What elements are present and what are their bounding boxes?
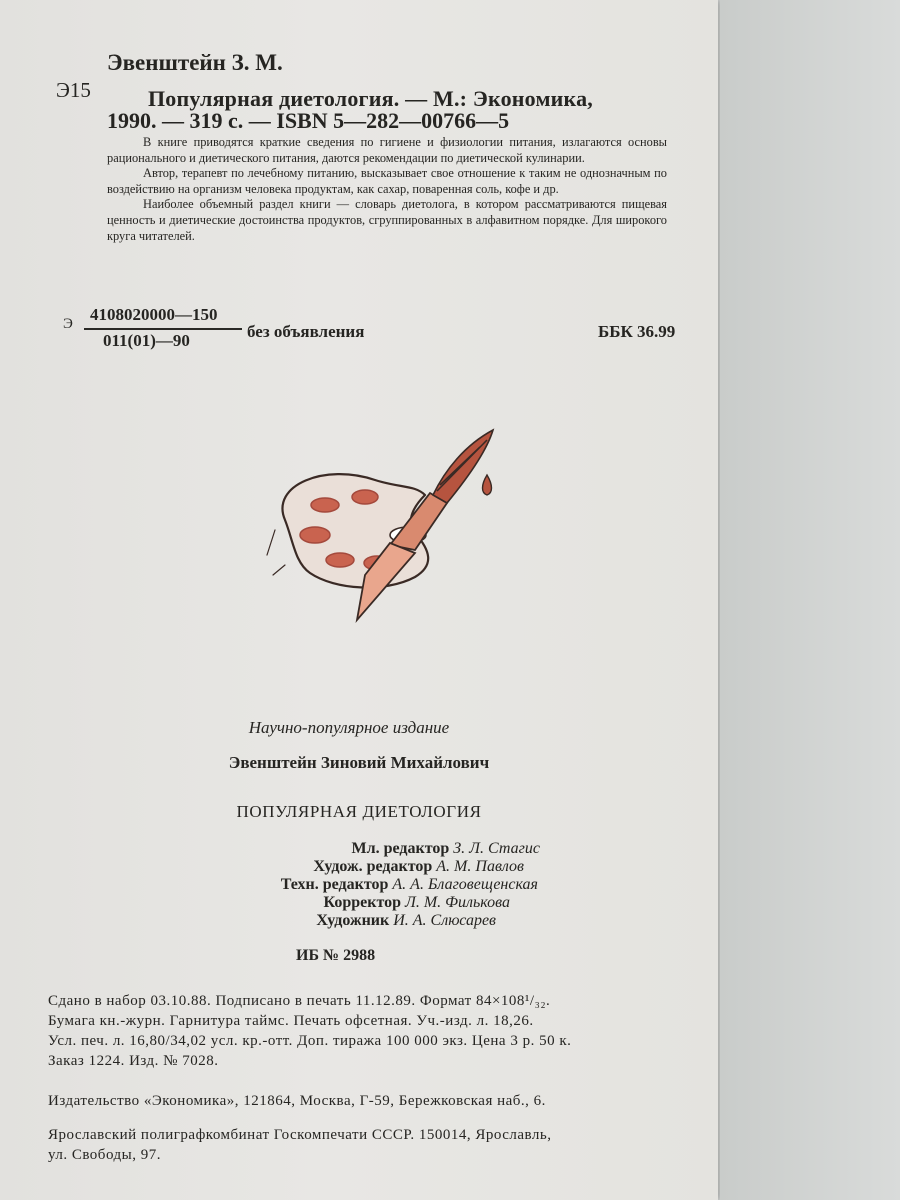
credits-list: [0, 840, 540, 950]
printer-line: ул. Свободы, 97.: [48, 1147, 161, 1163]
ib-number: ИБ № 2988: [296, 947, 376, 964]
credit-role: Техн. редактор: [280, 876, 389, 893]
author-full-name: Эвенштейн Зиновий Михайлович: [228, 753, 490, 772]
credit-line: [313, 858, 524, 876]
credit-person: И. А. Слюсарев: [393, 912, 496, 929]
e-mark: Э: [63, 316, 73, 332]
credit-role: Художник: [316, 912, 390, 929]
credit-person: А. А. Благовещенская: [392, 876, 538, 893]
palette-carrot-icon: [265, 425, 515, 635]
edition-type: Научно-популярное издание: [248, 718, 450, 737]
classification-denominator: 011(01)—90: [103, 331, 190, 350]
annotation-paragraph: Автор, терапевт по лечебному питанию, высказывает свое отношение к таким не однозначным по воздействию на организм человека продуктам, как сахар, поваренная соль, кофе и др.: [107, 166, 667, 196]
bbk-code: ББК 36.99: [598, 322, 676, 341]
credit-person: Л. М. Филькова: [405, 894, 510, 911]
credit-role: Мл. редактор: [351, 840, 450, 857]
fraction-line: [84, 328, 242, 330]
credit-role: Корректор: [323, 894, 401, 911]
author-heading: Эвенштейн З. М.: [107, 50, 283, 75]
printer-line: Ярославский полиграфкомбинат Госкомпечати СССР. 150014, Ярославль,: [48, 1127, 552, 1143]
publisher-line: Издательство «Экономика», 121864, Москва, Г-59, Бережковская наб., 6.: [48, 1093, 546, 1109]
classification-numerator: 4108020000—150: [90, 305, 218, 324]
credit-line: [352, 840, 540, 858]
bibliographic-isbn-line: 1990. — 319 с. — ISBN 5—282—00766—5: [107, 108, 510, 133]
book-title: ПОПУЛЯРНАЯ ДИЕТОЛОГИЯ: [236, 802, 482, 821]
credit-role: Худож. редактор: [313, 858, 433, 875]
annotation-paragraph: Наиболее объемный раздел книги — словарь диетолога, в котором рассматриваются пищевая ценность и диетические достоинства продуктов, сгруппированных в алфавитном порядке. Для широкого круга читателей.: [107, 197, 667, 243]
credit-line: [281, 876, 538, 894]
catalog-code: Э15: [56, 78, 91, 102]
background-surface: [720, 0, 900, 1200]
annotation: [107, 135, 667, 244]
imprint-line: Сдано в набор 03.10.88. Подписано в печать 11.12.89. Формат 84×108¹/₃₂.: [48, 993, 551, 1009]
announcement-note: без объявления: [247, 322, 365, 341]
credit-line: [316, 912, 496, 930]
imprint-line: Усл. печ. л. 16,80/34,02 усл. кр.-отт. Доп. тиража 100 000 экз. Цена 3 р. 50 к.: [48, 1033, 572, 1049]
imprint-line: Заказ 1224. Изд. № 7028.: [48, 1053, 219, 1069]
imprint-line: Бумага кн.-журн. Гарнитура таймс. Печать офсетная. Уч.-изд. л. 18,26.: [48, 1013, 534, 1029]
credit-line: [324, 894, 510, 912]
bibliographic-title-line: Популярная диетология. — М.: Экономика,: [148, 86, 593, 111]
annotation-paragraph: В книге приводятся краткие сведения по гигиене и физиологии питания, излагаются основы рационального и диетического питания, даются рекомендации по диетической кулинарии.: [107, 135, 667, 165]
credit-person: З. Л. Стагис: [453, 840, 540, 857]
credit-person: А. М. Павлов: [436, 858, 524, 875]
